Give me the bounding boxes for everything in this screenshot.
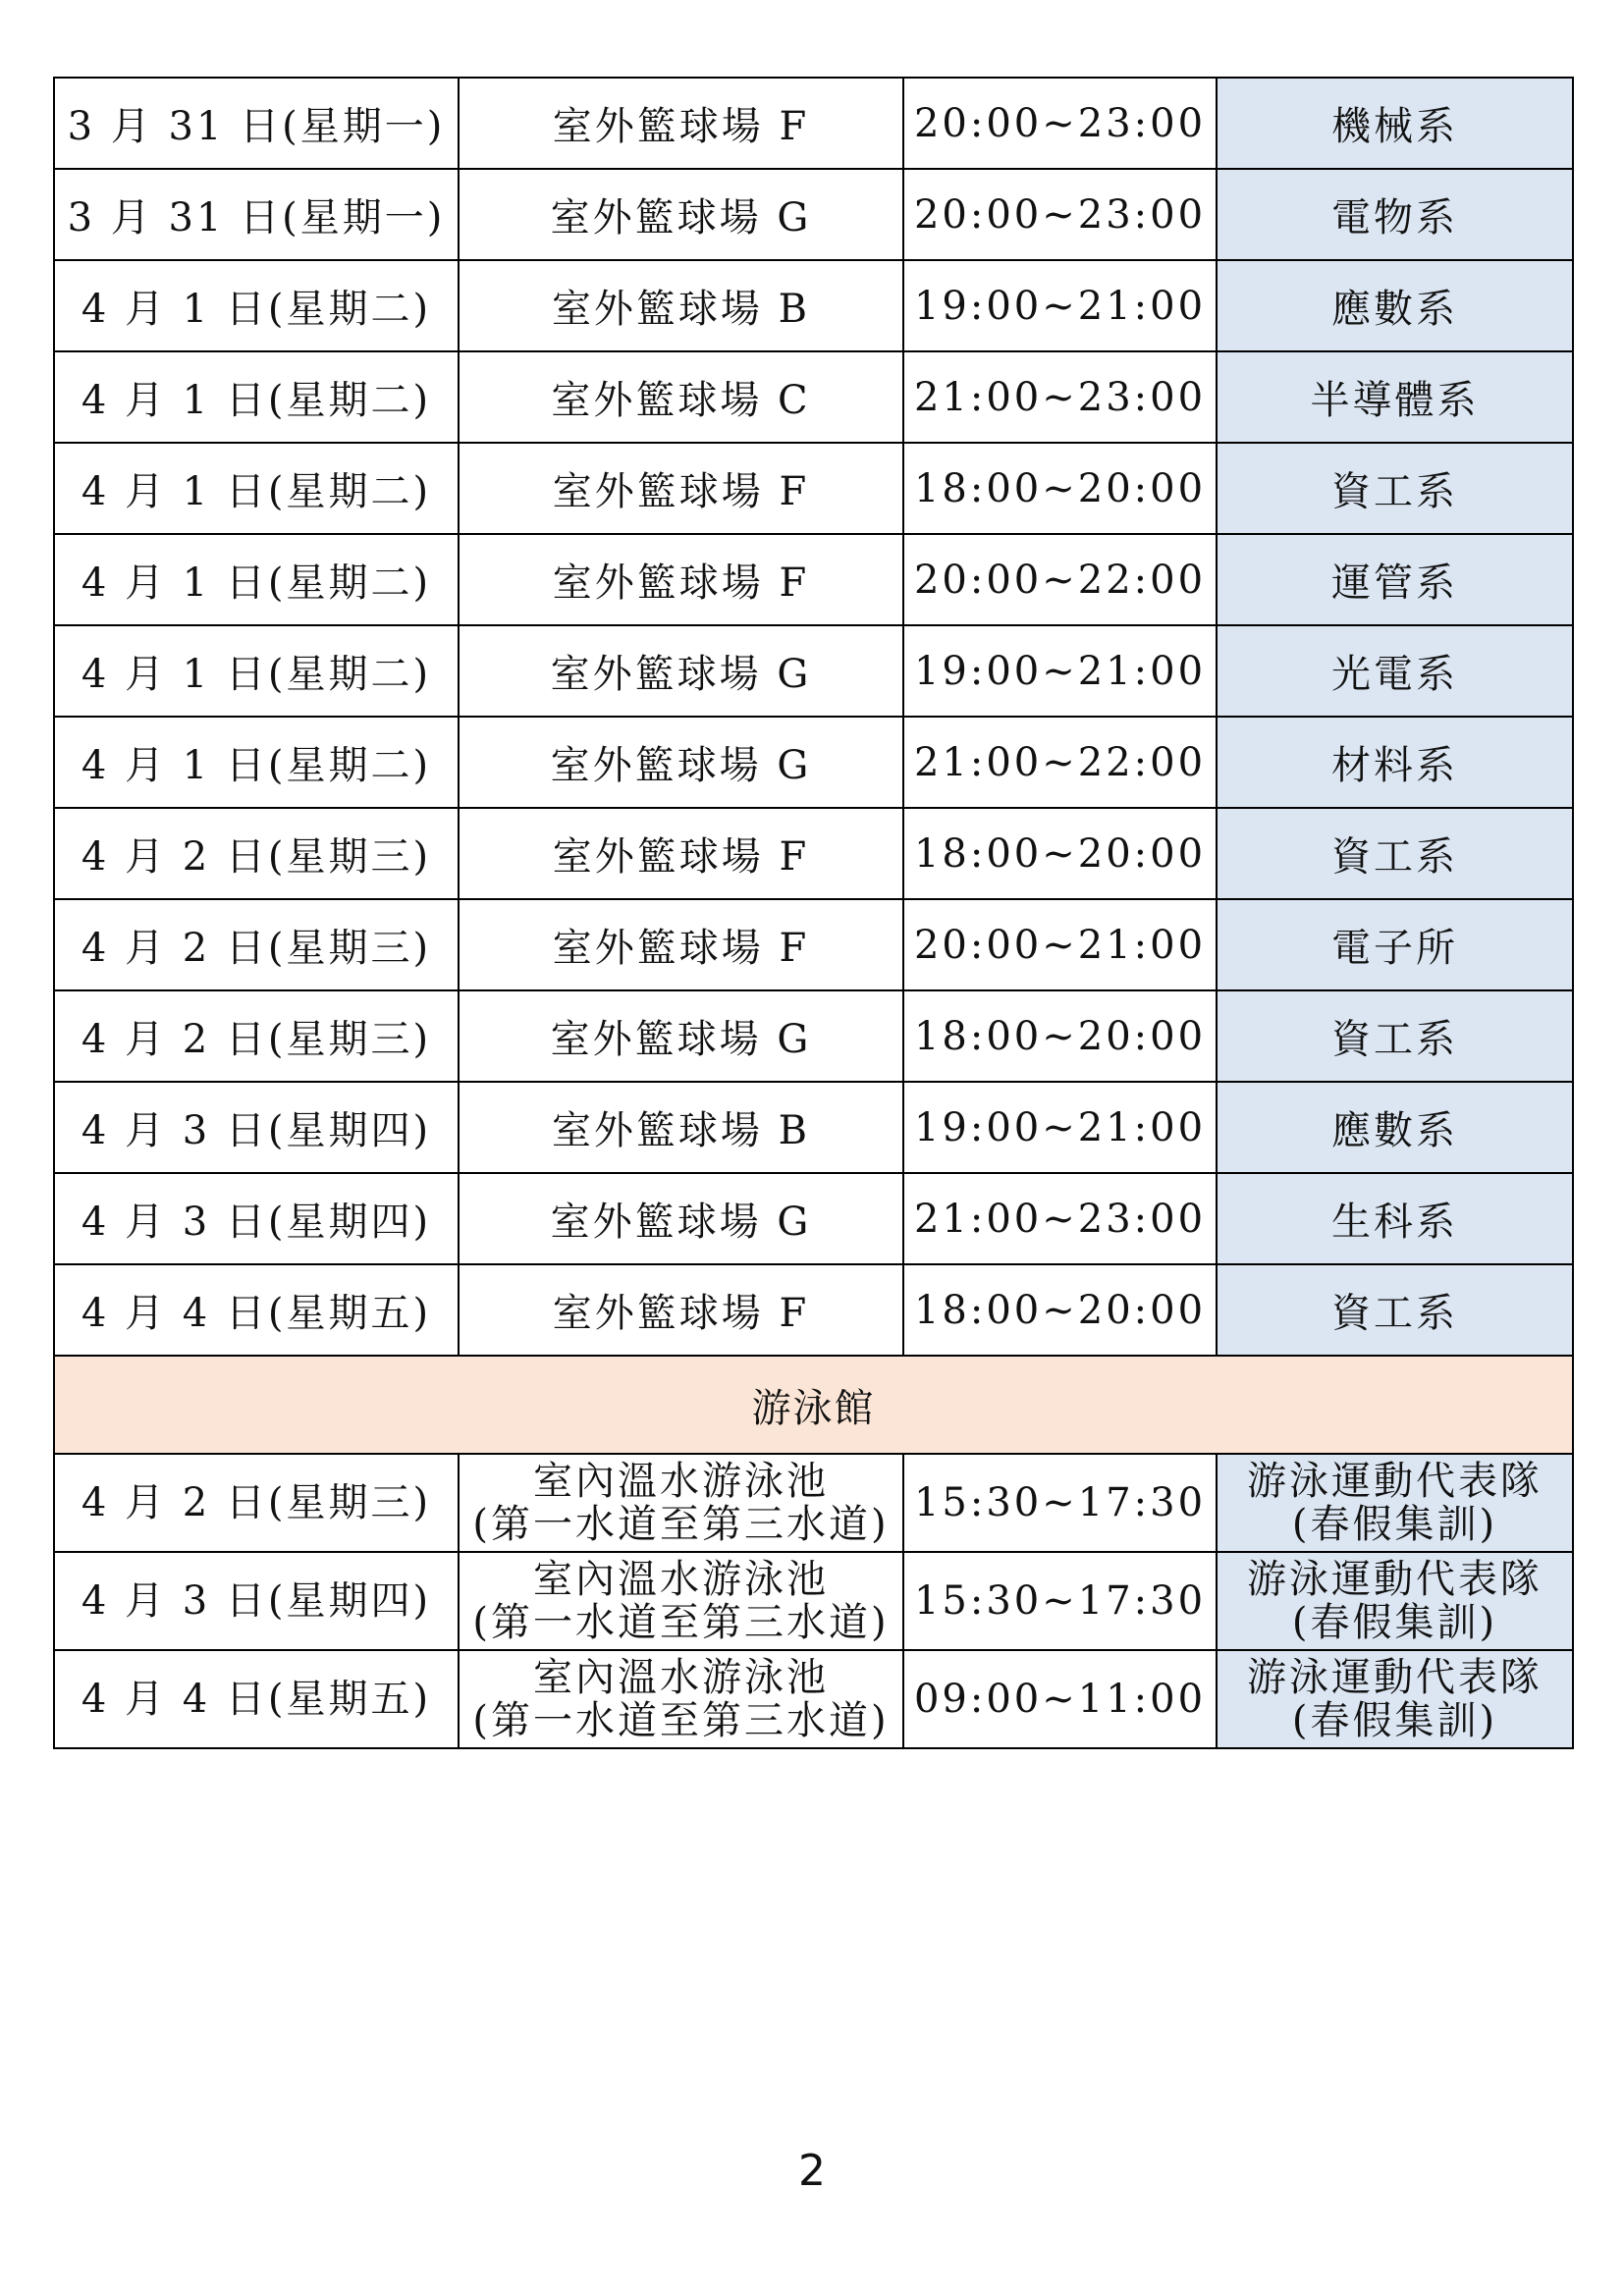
unit-cell: 半導體系 [1217,351,1573,443]
venue-cell: 室外籃球場 F [459,899,903,990]
table-row [54,260,1573,351]
table-row [54,169,1573,260]
venue-cell: 室外籃球場 C [459,351,903,443]
venue-line: 室內溫水游泳池 [533,1459,829,1504]
venue-cell: 室外籃球場 F [459,534,903,625]
venue-cell: 室外籃球場 G [459,625,903,717]
time-cell: 20:00~23:00 [903,78,1217,169]
date-cell: 4 月 1 日(星期二) [54,717,459,808]
venue-cell: 室外籃球場 G [459,717,903,808]
time-cell: 15:30~17:30 [903,1552,1217,1650]
date-cell: 4 月 1 日(星期二) [54,260,459,351]
unit-cell: 資工系 [1217,1264,1573,1356]
section-header-swimming: 游泳館 [54,1356,1573,1454]
unit-line: 游泳運動代表隊 [1247,1557,1543,1602]
time-cell: 18:00~20:00 [903,808,1217,899]
venue-cell: 室外籃球場 F [459,78,903,169]
unit-detail: (春假集訓) [1291,1502,1498,1547]
unit-cell: 資工系 [1217,443,1573,534]
time-cell: 20:00~23:00 [903,169,1217,260]
unit-cell [1217,1454,1573,1552]
date-cell: 4 月 2 日(星期三) [54,899,459,990]
unit-cell: 機械系 [1217,78,1573,169]
date-cell: 4 月 3 日(星期四) [54,1552,459,1650]
venue-detail: (第一水道至第三水道) [472,1600,890,1645]
date-cell: 4 月 1 日(星期二) [54,443,459,534]
table-row [54,899,1573,990]
unit-cell: 電物系 [1217,169,1573,260]
table-row [54,1650,1573,1748]
unit-cell: 運管系 [1217,534,1573,625]
date-cell: 3 月 31 日(星期一) [54,78,459,169]
table-row [54,534,1573,625]
venue-cell: 室外籃球場 F [459,1264,903,1356]
table-row [54,1173,1573,1264]
time-cell: 21:00~22:00 [903,717,1217,808]
time-cell: 19:00~21:00 [903,260,1217,351]
venue-cell: 室外籃球場 F [459,808,903,899]
table-row [54,1552,1573,1650]
date-cell: 4 月 2 日(星期三) [54,990,459,1082]
section-row [54,1356,1573,1454]
time-cell: 18:00~20:00 [903,443,1217,534]
time-cell: 18:00~20:00 [903,1264,1217,1356]
unit-cell: 電子所 [1217,899,1573,990]
unit-detail: (春假集訓) [1291,1600,1498,1645]
venue-cell: 室外籃球場 G [459,990,903,1082]
page-number: 2 [798,2146,826,2196]
date-cell: 4 月 4 日(星期五) [54,1264,459,1356]
venue-cell [459,1650,903,1748]
date-cell: 4 月 3 日(星期四) [54,1082,459,1173]
date-cell: 4 月 3 日(星期四) [54,1173,459,1264]
unit-cell: 資工系 [1217,808,1573,899]
time-cell: 21:00~23:00 [903,351,1217,443]
date-cell: 4 月 2 日(星期三) [54,808,459,899]
time-cell: 19:00~21:00 [903,1082,1217,1173]
unit-cell: 光電系 [1217,625,1573,717]
time-cell: 20:00~21:00 [903,899,1217,990]
unit-cell: 應數系 [1217,260,1573,351]
unit-cell: 資工系 [1217,990,1573,1082]
unit-line: 游泳運動代表隊 [1247,1459,1543,1504]
table-row [54,351,1573,443]
venue-line: 室內溫水游泳池 [533,1655,829,1700]
unit-detail: (春假集訓) [1291,1698,1498,1743]
date-cell: 4 月 1 日(星期二) [54,351,459,443]
time-cell: 09:00~11:00 [903,1650,1217,1748]
time-cell: 20:00~22:00 [903,534,1217,625]
unit-cell: 生科系 [1217,1173,1573,1264]
venue-detail: (第一水道至第三水道) [472,1502,890,1547]
venue-line: 室內溫水游泳池 [533,1557,829,1602]
table-row [54,990,1573,1082]
venue-cell [459,1454,903,1552]
time-cell: 15:30~17:30 [903,1454,1217,1552]
time-cell: 18:00~20:00 [903,990,1217,1082]
date-cell: 4 月 1 日(星期二) [54,534,459,625]
table-row [54,717,1573,808]
unit-cell [1217,1650,1573,1748]
time-cell: 21:00~23:00 [903,1173,1217,1264]
date-cell: 4 月 4 日(星期五) [54,1650,459,1748]
unit-cell: 應數系 [1217,1082,1573,1173]
date-cell: 4 月 1 日(星期二) [54,625,459,717]
schedule-table [53,77,1574,1749]
venue-detail: (第一水道至第三水道) [472,1698,890,1743]
venue-cell: 室外籃球場 G [459,1173,903,1264]
date-cell: 3 月 31 日(星期一) [54,169,459,260]
table-row [54,78,1573,169]
unit-cell [1217,1552,1573,1650]
venue-cell: 室外籃球場 G [459,169,903,260]
schedule-body [54,78,1573,1748]
venue-cell [459,1552,903,1650]
unit-cell: 材料系 [1217,717,1573,808]
unit-line: 游泳運動代表隊 [1247,1655,1543,1700]
venue-cell: 室外籃球場 B [459,1082,903,1173]
time-cell: 19:00~21:00 [903,625,1217,717]
table-row [54,1264,1573,1356]
date-cell: 4 月 2 日(星期三) [54,1454,459,1552]
venue-cell: 室外籃球場 F [459,443,903,534]
table-row [54,808,1573,899]
venue-cell: 室外籃球場 B [459,260,903,351]
table-row [54,443,1573,534]
table-row [54,625,1573,717]
table-row [54,1082,1573,1173]
table-row [54,1454,1573,1552]
